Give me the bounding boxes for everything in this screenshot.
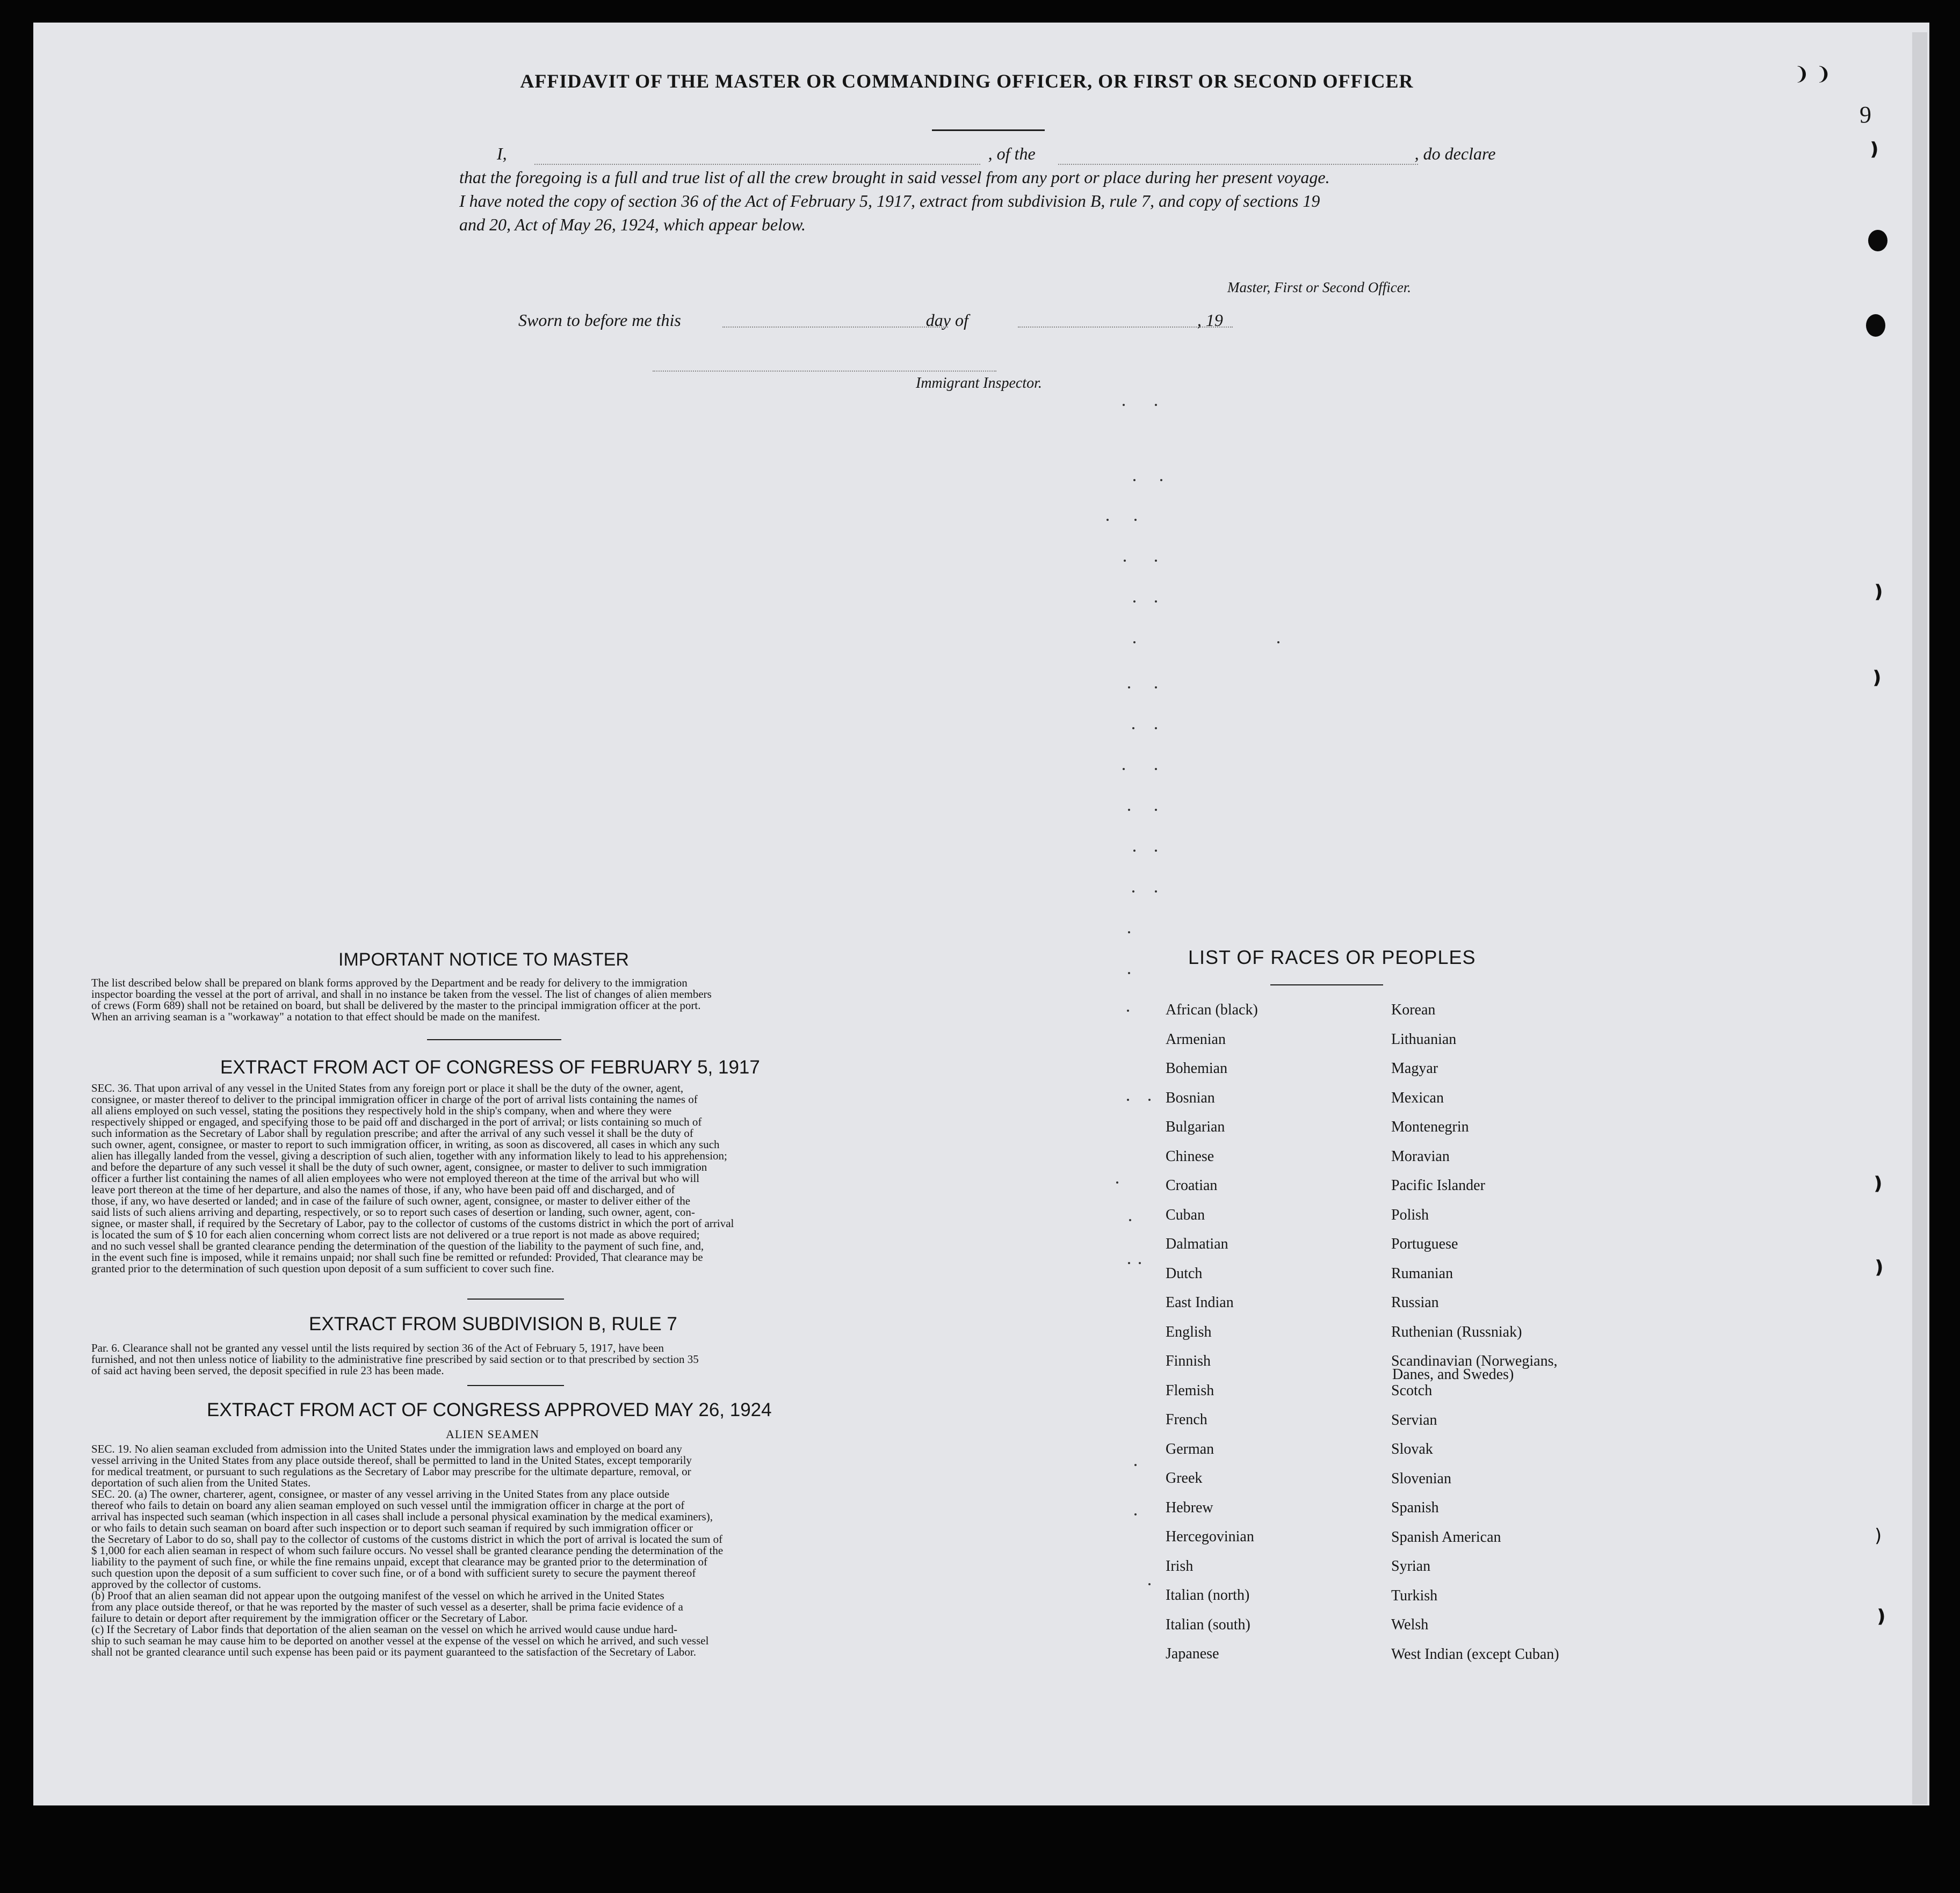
extract-line: the Secretary of Labor to do so, shall pay to the collector of customs of the customs district in which the port of arrival is located the sum of — [91, 1533, 723, 1546]
race-item: Irish — [1166, 1557, 1194, 1575]
race-item: Hercegovinian — [1166, 1528, 1254, 1545]
speck — [1155, 560, 1157, 562]
race-item: Portuguese — [1391, 1236, 1458, 1252]
race-item: Finnish — [1166, 1353, 1211, 1369]
race-item: Greek — [1166, 1470, 1203, 1486]
extract-line: in the event such fine is imposed, while it remains unpaid; nor shall such fine be remitted or refunded: Provided, That clearance may be — [91, 1251, 703, 1264]
speck — [1128, 972, 1130, 974]
decl-body-line: that the foregoing is a full and true list of all the crew brought in said vessel from any port or place during her present voyage. — [459, 168, 1330, 187]
race-item: East Indian — [1166, 1294, 1234, 1311]
race-item: Italian (south) — [1166, 1616, 1250, 1633]
race-item: Ruthenian (Russniak) — [1391, 1323, 1522, 1340]
race-item: Dalmatian — [1166, 1236, 1228, 1252]
speck — [1155, 809, 1157, 811]
race-item: Bohemian — [1166, 1060, 1228, 1077]
race-item: Pacific Islander — [1391, 1177, 1485, 1194]
extract-line: SEC. 19. No alien seaman excluded from admission into the United States under the immigration laws and employed on board any — [91, 1442, 682, 1455]
extract-line: approved by the collector of customs. — [91, 1578, 262, 1591]
declaration-line — [497, 144, 1495, 164]
race-item: Bosnian — [1166, 1089, 1215, 1106]
race-item: Magyar — [1391, 1060, 1438, 1077]
speck — [1155, 890, 1157, 893]
day-blank — [722, 327, 948, 328]
extract-line: failure to detain or deport after requirement by the immigration officer or the Secretary of Labor. — [91, 1612, 528, 1624]
speck — [1128, 1262, 1130, 1264]
rule7-title: EXTRACT FROM SUBDIVISION B, RULE 7 — [309, 1314, 677, 1334]
decl-i: I, — [497, 144, 507, 163]
speck — [1132, 890, 1134, 893]
affidavit-title: AFFIDAVIT OF THE MASTER OR COMMANDING OFFICER, OR FIRST OR SECOND OFFICER — [520, 70, 1414, 92]
edge-mark: ❩ ❩ — [1794, 63, 1831, 85]
race-item: African (black) — [1166, 1002, 1258, 1018]
race-item: Armenian — [1166, 1031, 1226, 1048]
race-item: Rumanian — [1391, 1265, 1453, 1282]
race-item: Bulgarian — [1166, 1119, 1225, 1135]
extract-line: furnished, and not then unless notice of liability to the administrative fine prescribed by said section or to that prescribed by section 35 — [91, 1353, 699, 1366]
speck — [1133, 850, 1136, 852]
extract-line: granted prior to the determination of such question upon deposit of a sum sufficient to cover such fine. — [91, 1262, 554, 1275]
divider — [467, 1299, 564, 1300]
month-blank — [1018, 327, 1233, 328]
race-item: Welsh — [1391, 1616, 1429, 1633]
extract-line: vessel arriving in the United States from any place outside thereof, shall be permitted to land in the United States, except temporarily — [91, 1454, 692, 1467]
race-item: Chinese — [1166, 1148, 1214, 1165]
speck — [1127, 1010, 1129, 1012]
speck — [1155, 686, 1157, 688]
race-item: Turkish — [1391, 1587, 1438, 1604]
races-title: LIST OF RACES OR PEOPLES — [1188, 946, 1476, 968]
race-item: Spanish — [1391, 1499, 1439, 1516]
extract-line: consignee, or master thereof to deliver to the principal immigration officer in charge of the port of arrival lists containing the names of — [91, 1093, 698, 1106]
notice-title: IMPORTANT NOTICE TO MASTER — [338, 949, 629, 970]
inspector-label: Immigrant Inspector. — [916, 375, 1042, 391]
race-item: Moravian — [1391, 1148, 1450, 1165]
speck — [1148, 1583, 1151, 1585]
speck — [1277, 641, 1279, 643]
notice-text — [91, 977, 902, 1022]
extract-line: leave port thereon at the time of her departure, and also the names of those, if any, who have been paid off and discharged, and of — [91, 1183, 675, 1196]
year-prefix: , 19 — [1197, 310, 1223, 330]
decl-of: , of the — [988, 144, 1036, 163]
extract-1924-text — [91, 1444, 902, 1658]
day-of-text: day of — [925, 310, 968, 330]
race-item: Syrian — [1391, 1558, 1431, 1575]
race-item: French — [1166, 1411, 1207, 1428]
extract-line: thereof who fails to detain on board any alien seaman employed on such vessel until the immigration officer in charge at the port of — [91, 1499, 685, 1512]
extract-line: and before the departure of any such vessel it shall be the duty of such owner, agent, consignee, or master to deliver to such immigration — [91, 1161, 707, 1173]
race-item: Montenegrin — [1391, 1119, 1469, 1135]
edge-mark: ❫ — [1869, 667, 1885, 688]
race-item: Japanese — [1166, 1645, 1219, 1662]
race-item: German — [1166, 1440, 1214, 1457]
race-item: English — [1166, 1323, 1212, 1340]
declaration-body — [459, 165, 1534, 236]
notice-line: of crews (Form 689) shall not be retained on board, but shall be delivered by the master to the principal immigration officer at the port. — [91, 999, 701, 1012]
extract-1917-text — [91, 1083, 902, 1274]
race-item: Scotch — [1391, 1382, 1433, 1399]
extract-line: of said act having been served, the deposit specified in rule 23 has been made. — [91, 1364, 444, 1377]
speck — [1155, 404, 1157, 406]
race-item: Dutch — [1166, 1265, 1203, 1282]
extract-line: (c) If the Secretary of Labor finds that deportation of the alien seaman on the vessel on which he arrived would cause undue hard- — [91, 1623, 678, 1636]
edge-mark: ❫ — [1867, 139, 1882, 160]
extract-line: liability to the payment of such fine, or while the fine remains unpaid, except that clearance may be granted prior to the determination of — [91, 1555, 708, 1568]
speck — [1139, 1262, 1141, 1264]
speck — [1128, 931, 1130, 933]
decl-declare: , do declare — [1414, 144, 1496, 163]
edge-mark: ❫ — [1870, 1173, 1886, 1194]
race-item: Slovak — [1391, 1441, 1433, 1457]
inspector-signature-blank — [653, 371, 996, 372]
speck — [1148, 1099, 1151, 1101]
race-item: West Indian (except Cuban) — [1391, 1645, 1559, 1663]
race-item: Servian — [1391, 1411, 1437, 1428]
speck — [1116, 1181, 1118, 1184]
extract-line: such information as the Secretary of Labor shall by regulation prescribe; and after the arrival of any such vessel it shall be the duty of — [91, 1127, 693, 1140]
alien-seamen-subtitle: ALIEN SEAMEN — [446, 1427, 539, 1441]
rule7-text — [91, 1343, 902, 1376]
decl-body-line: I have noted the copy of section 36 of the Act of February 5, 1917, extract from subdivision B, rule 7, and copy of sections 19 — [459, 191, 1320, 211]
name-blank — [534, 164, 980, 165]
notice-line: When an arriving seaman is a "workaway" a notation to that effect should be made on the manifest. — [91, 1010, 540, 1023]
race-item: Russian — [1391, 1294, 1439, 1311]
title-underline — [932, 129, 1045, 131]
extract-line: alien has illegally landed from the vessel, giving a description of such alien, together with any information likely to lead to his apprehension; — [91, 1149, 727, 1162]
speck — [1128, 809, 1130, 811]
binder-hole — [1866, 314, 1885, 337]
race-item: Mexican — [1391, 1089, 1444, 1106]
speck — [1106, 519, 1109, 521]
speck — [1127, 1099, 1129, 1101]
extract-1924-title: EXTRACT FROM ACT OF CONGRESS APPROVED MAY 26, 1924 — [207, 1399, 772, 1420]
speck — [1133, 641, 1136, 643]
extract-line: Par. 6. Clearance shall not be granted any vessel until the lists required by section 36 of the Act of February 5, 1917, have been — [91, 1341, 664, 1354]
extract-line: officer a further list containing the names of all alien employees who were not employed thereon at the time of the arrival but who will — [91, 1172, 700, 1185]
extract-line: ship to such seaman he may cause him to be deported on another vessel at the expense of the vessel on which he arrived, and such vessel — [91, 1634, 709, 1647]
extract-line: arrival has inspected such seaman (which inspection in all cases shall include a personal physical examination by the medical examiners), — [91, 1510, 713, 1523]
extract-line: all aliens employed on such vessel, stating the positions they respectively hold in the ship's company, when and where they were — [91, 1104, 672, 1117]
page-number: 9 — [1860, 101, 1871, 128]
decl-body-line: and 20, Act of May 26, 1924, which appear below. — [459, 215, 806, 234]
speck — [1155, 727, 1157, 729]
speck — [1134, 1513, 1137, 1515]
notice-line: inspector boarding the vessel at the port of arrival, and shall in no instance be taken from the vessel. The list of changes of alien members — [91, 988, 712, 1000]
extract-line: (b) Proof that an alien seaman did not appear upon the outgoing manifest of the vessel on which he arrived in the United States — [91, 1589, 664, 1602]
speck — [1160, 479, 1162, 481]
edge-mark: ) — [1875, 1525, 1882, 1547]
sworn-text: Sworn to before me this — [518, 310, 681, 330]
speck — [1132, 727, 1134, 729]
speck — [1123, 404, 1125, 406]
race-item: Slovenian — [1391, 1470, 1451, 1487]
extract-line: signee, or master shall, if required by the Secretary of Labor, pay to the collector of customs of the customs district in which the port of arrival — [91, 1217, 734, 1230]
divider — [1270, 984, 1383, 985]
divider — [427, 1039, 561, 1040]
extract-1917-title: EXTRACT FROM ACT OF CONGRESS OF FEBRUARY 5, 1917 — [220, 1057, 760, 1078]
race-item: Hebrew — [1166, 1499, 1213, 1516]
extract-line: SEC. 20. (a) The owner, charterer, agent, consignee, or master of any vessel arriving in the United States from any place outside — [91, 1488, 670, 1500]
race-item: Danes, and Swedes) — [1392, 1366, 1514, 1383]
speck — [1155, 850, 1157, 852]
speck — [1155, 600, 1157, 603]
race-item: Polish — [1391, 1206, 1429, 1223]
edge-mark: ❫ — [1871, 1257, 1887, 1278]
extract-line: or who fails to detain such seaman on board after such inspection or to deport such seaman if required by such immigration officer or — [91, 1521, 693, 1534]
extract-line: said lists of such aliens arriving and departing, respectively, or so to report such cases of desertion or landing, such owner, agent, con- — [91, 1206, 695, 1219]
race-item: Croatian — [1166, 1177, 1218, 1194]
extract-line: is located the sum of $ 10 for each alien concerning whom correct lists are not delivered or a true report is not made as above required; — [91, 1228, 700, 1241]
extract-line: those, if any, wo have deserted or landed; and in case of the failure of such owner, agent, consignee, or master to deliver either of the — [91, 1194, 691, 1207]
extract-line: $ 1,000 for each alien seaman in respect of whom such failure occurs. No vessel shall be granted clearance pending the determination of the — [91, 1544, 724, 1557]
race-item: Lithuanian — [1391, 1031, 1457, 1048]
speck — [1134, 519, 1137, 521]
race-item: Korean — [1391, 1002, 1436, 1018]
extract-line: deportation of such alien from the United States. — [91, 1476, 311, 1489]
speck — [1123, 768, 1125, 770]
binder-hole — [1868, 230, 1887, 251]
speck — [1129, 1219, 1131, 1221]
race-item: Italian (north) — [1166, 1587, 1250, 1604]
race-item: Scandinavian (Norwegians, — [1391, 1353, 1558, 1369]
speck — [1128, 686, 1130, 688]
master-signature-label: Master, First or Second Officer. — [1227, 279, 1411, 295]
vessel-blank — [1058, 164, 1418, 165]
divider — [467, 1385, 564, 1386]
extract-line: respectively shipped or engaged, and specifying those to be paid off and discharged in the port of arrival; or lists containing so much of — [91, 1115, 702, 1128]
speck — [1155, 768, 1157, 770]
race-item: Flemish — [1166, 1382, 1214, 1399]
edge-mark: ❫ — [1871, 581, 1886, 603]
extract-line: SEC. 36. That upon arrival of any vessel in the United States from any foreign port or place it shall be the duty of the owner, agent, — [91, 1082, 684, 1094]
extract-line: such question upon the deposit of a sum sufficient to cover such fine, or of a bond with sufficient surety to secure the payment thereof — [91, 1566, 696, 1579]
race-item: Cuban — [1166, 1206, 1205, 1223]
race-item: Spanish American — [1391, 1528, 1501, 1546]
extract-line: and no such vessel shall be granted clearance pending the determination of the question of the liability to the payment of such fine, and, — [91, 1239, 704, 1252]
sheet-edge — [1912, 32, 1927, 1804]
extract-line: from any place outside thereof, or that he was reported by the master of such vessel as a deserter, shall be prima facie evidence of a — [91, 1600, 683, 1613]
extract-line: for medical treatment, or pursuant to such regulations as the Secretary of Labor may prescribe for the ultimate departure, removal, or — [91, 1465, 691, 1478]
speck — [1124, 560, 1126, 562]
speck — [1134, 1464, 1137, 1466]
speck — [1133, 600, 1136, 603]
extract-line: shall not be granted clearance until such expense has been paid or its payment guaranteed to the satisfaction of the Secretary of Labor. — [91, 1645, 697, 1658]
notice-line: The list described below shall be prepared on blank forms approved by the Department and be ready for delivery to the immigration — [91, 976, 688, 989]
speck — [1133, 479, 1136, 481]
extract-line: such owner, agent, consignee, or master to report to such immigration officer, in writing, as soon as discovered, all cases in which any such — [91, 1138, 720, 1151]
edge-mark: ❫ — [1874, 1606, 1889, 1627]
